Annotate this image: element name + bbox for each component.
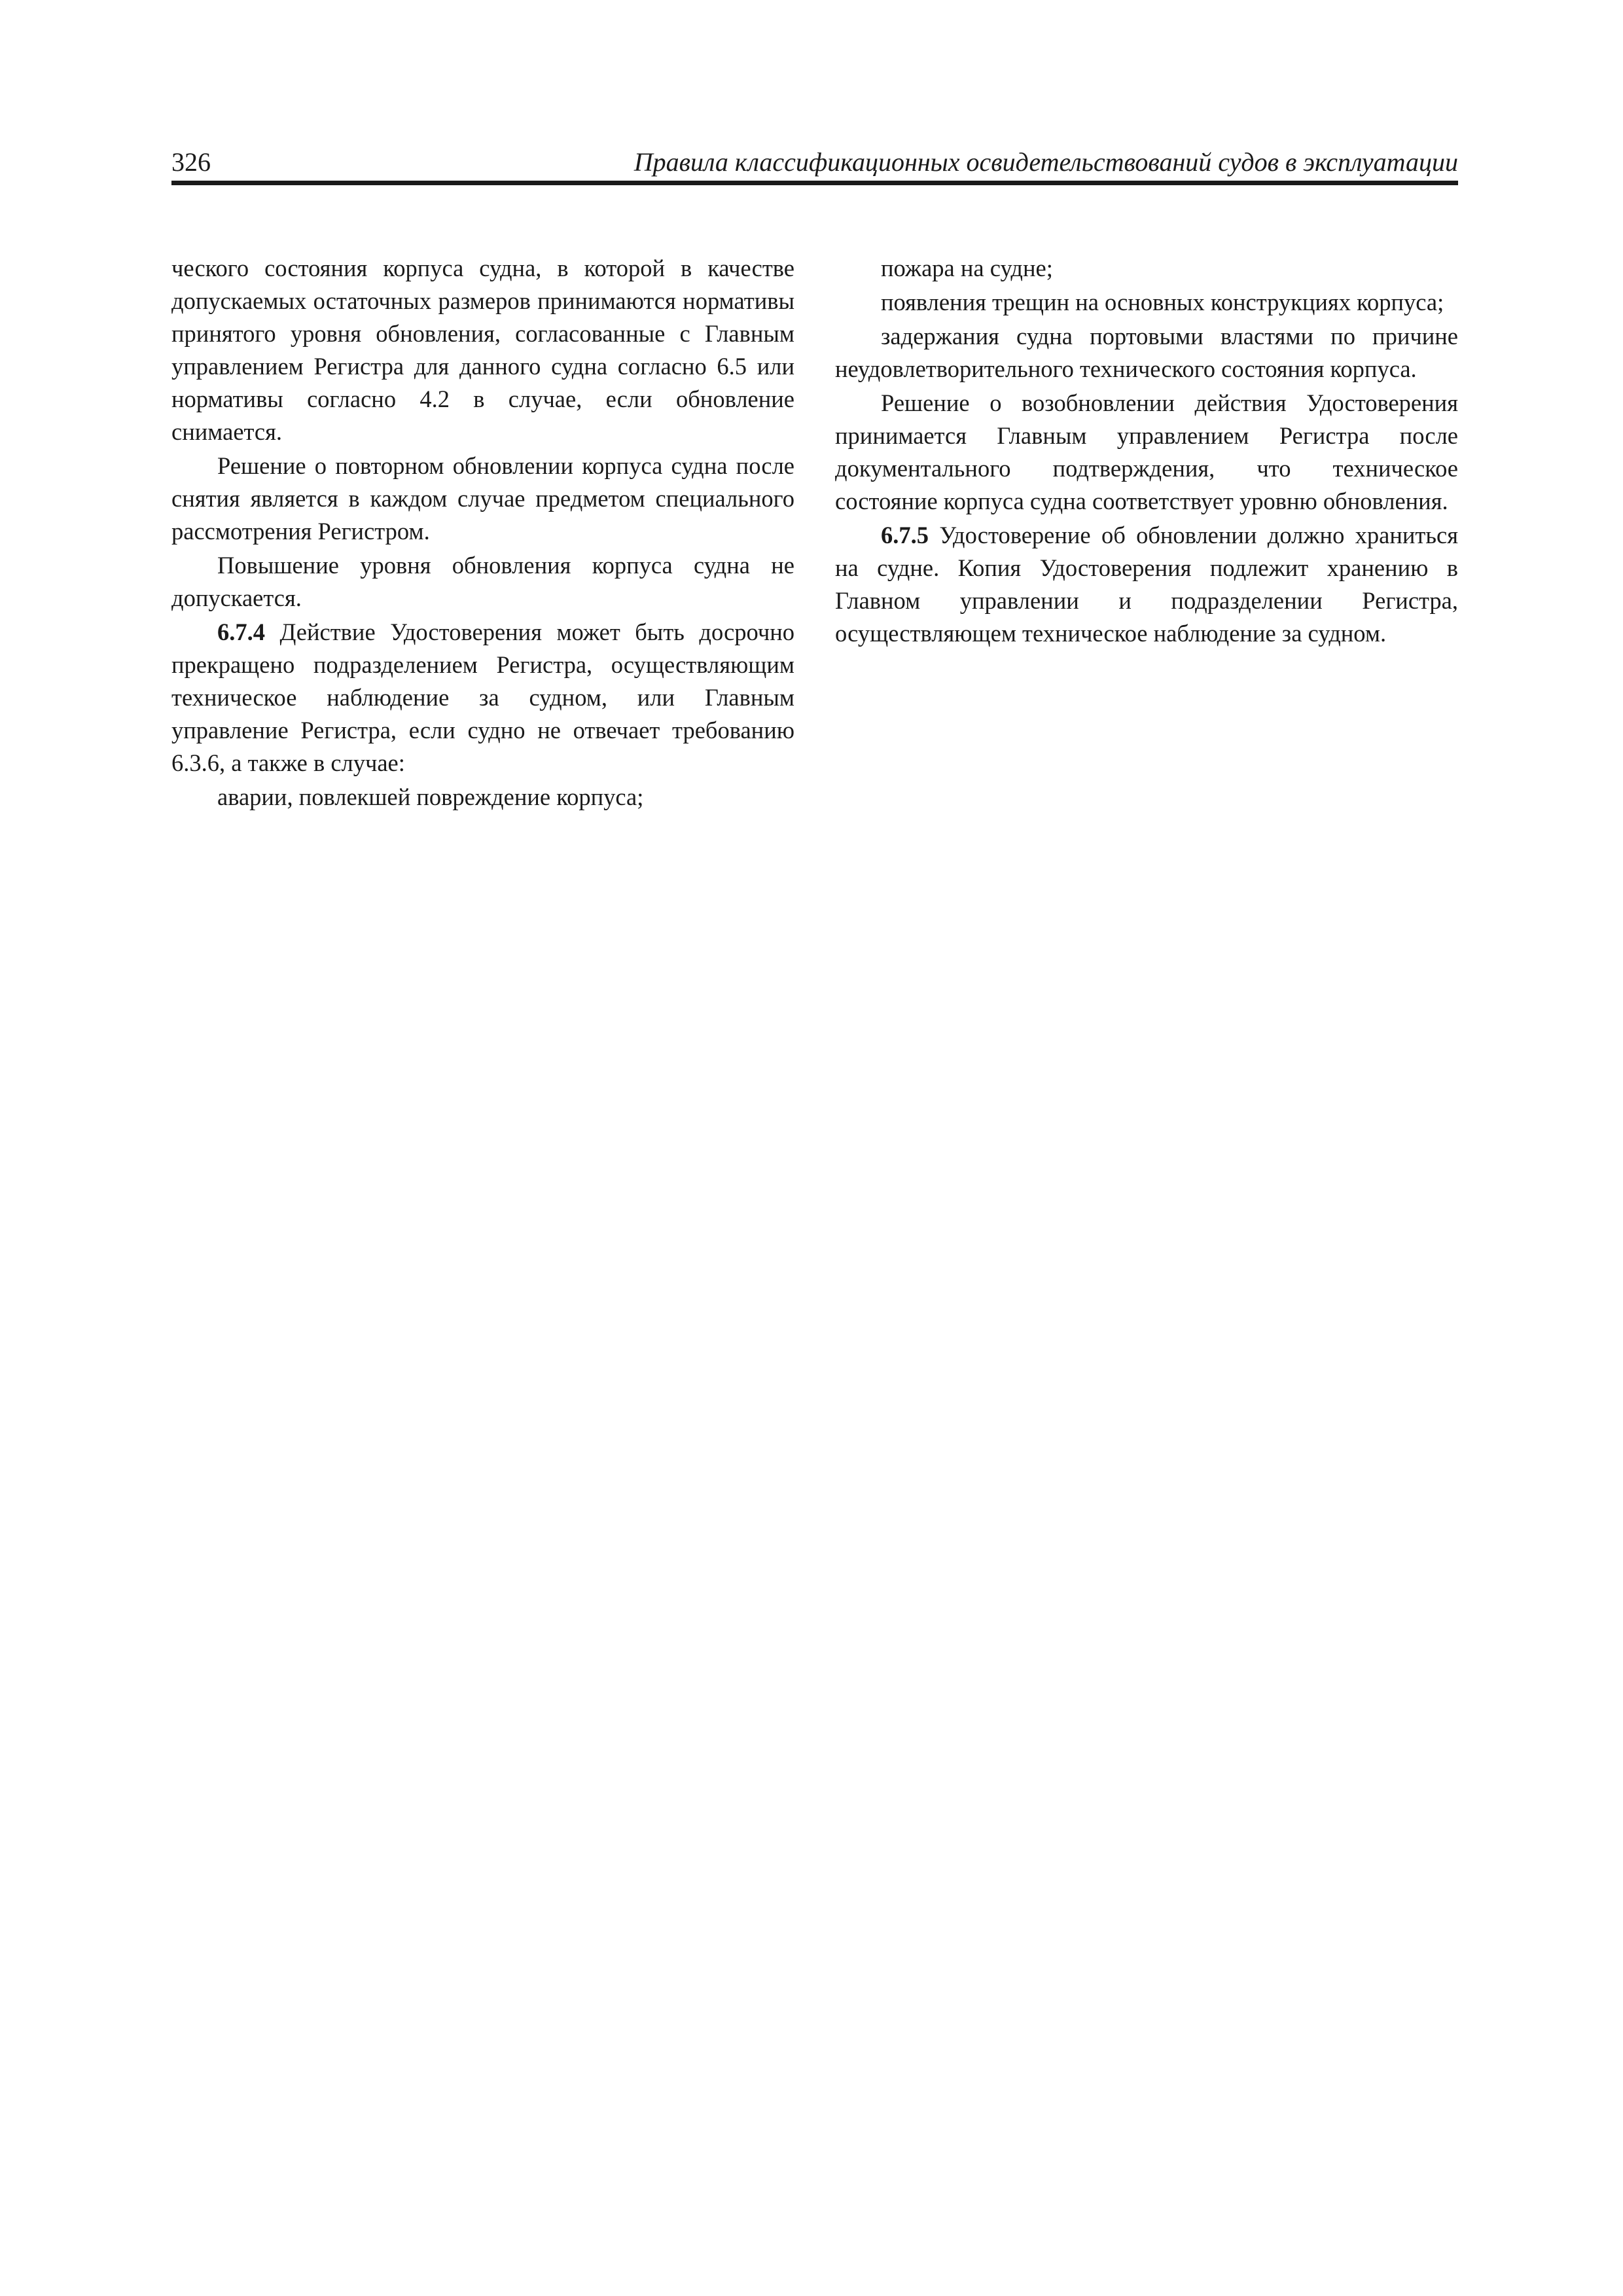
paragraph-repeat-renewal: Решение о повторном обновлении корпуса судна после снятия является в каждом случае предметом специального рассмотрения Регистром. — [171, 452, 794, 545]
paragraph-level-increase: Повышение уровня обновления корпуса судна не допускается. — [171, 552, 794, 611]
paragraph-resumption: Решение о возобновлении действия Удостоверения принимается Главным управлением Регистра после документального подтверждения, что техническое состояние корпуса судна соответствует уровню обновления. — [835, 389, 1458, 514]
left-column — [171, 252, 794, 815]
page-number: 326 — [171, 147, 211, 177]
clause-6-7-5 — [835, 519, 1458, 650]
right-column — [835, 252, 1458, 651]
list-item-detention: задержания судна портовыми властями по причине неудовлетворительного технического состояния корпуса. — [835, 323, 1458, 382]
clause-number: 6.7.4 — [217, 619, 265, 645]
running-head — [171, 140, 1458, 185]
clause-text: Действие Удостоверения может быть досрочно прекращено подразделением Регистра, осуществляющим техническое наблюдение за судном, или Главным управление Регистра, если судно не отвечает требованию 6.3.6, а также в случае: — [171, 619, 794, 776]
clause-6-7-4 — [171, 616, 794, 780]
clause-number: 6.7.5 — [881, 522, 929, 548]
list-item-fire: пожара на судне; — [881, 255, 1053, 281]
clause-text: Удостоверение об обновлении должно храниться на судне. Копия Удостоверения подлежит хранению в Главном управлении и подразделении Регистра, осуществляющем техническое наблюдение за судном. — [835, 522, 1458, 647]
book-title: Правила классификационных освидетельствований судов в эксплуатации — [633, 147, 1458, 177]
list-item-accident: аварии, повлекшей повреждение корпуса; — [217, 783, 644, 810]
list-item-cracks: появления трещин на основных конструкциях корпуса; — [881, 289, 1444, 315]
paragraph-continuation: ческого состояния корпуса судна, в которой в качестве допускаемых остаточных размеров принимаются нормативы принятого уровня обновления, согласованные с Главным управлением Регистра для данного судна согласно 6.5 или нормативы согласно 4.2 в случае, если обновление снимается. — [171, 255, 794, 445]
